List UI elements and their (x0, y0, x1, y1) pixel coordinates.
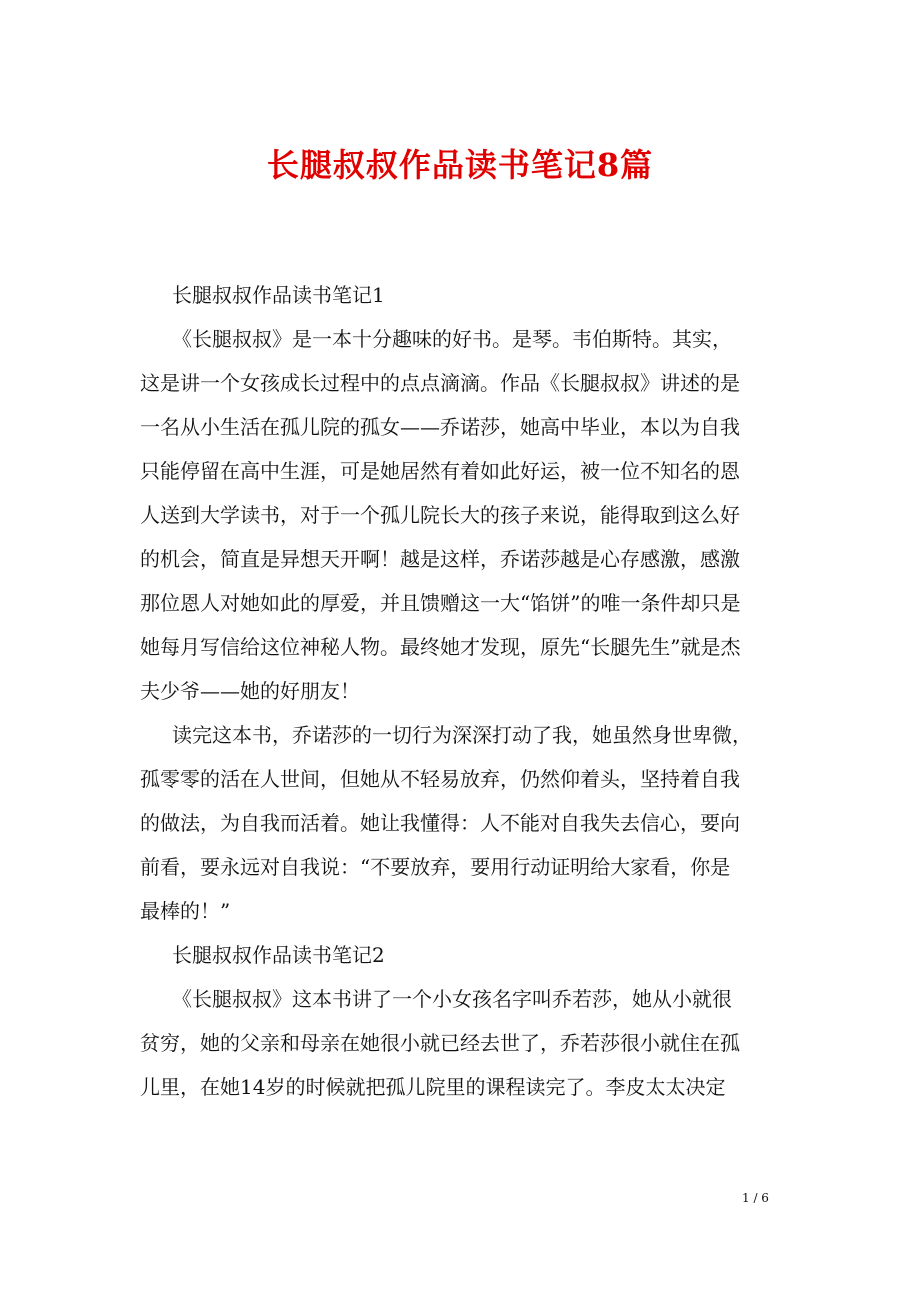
section-heading: 长腿叔叔作品读书笔记2 (172, 943, 385, 967)
document-title: 长腿叔叔作品读书笔记8篇 (266, 146, 654, 184)
paragraph-line: 那位恩人对她如此的厚爱，并且馈赠这一大“馅饼”的唯一条件却只是 (140, 591, 741, 615)
paragraph-line: 这是讲一个女孩成长过程中的点点滴滴。作品《长腿叔叔》讲述的是 (140, 371, 740, 395)
paragraph-line: 的做法，为自我而活着。她让我懂得：人不能对自我失去信心，要向 (140, 811, 740, 835)
paragraph (140, 317, 785, 713)
page-number: 1 / 6 (742, 1191, 769, 1205)
paragraph (140, 977, 785, 1109)
paragraph-line: 她每月写信给这位神秘人物。最终她才发现，原先“长腿先生”就是杰 (140, 635, 741, 659)
paragraph-line: 贫穷，她的父亲和母亲在她很小就已经去世了，乔若莎很小就住在孤 (140, 1031, 740, 1055)
paragraph-line: 的机会，简直是异想天开啊！越是这样，乔诺莎越是心存感激，感激 (140, 547, 740, 571)
paragraph-line: 孤零零的活在人世间，但她从不轻易放弃，仍然仰着头，坚持着自我 (140, 767, 740, 791)
paragraph-line: 只能停留在高中生涯，可是她居然有着如此好运，被一位不知名的恩 (140, 459, 740, 483)
paragraph-line: 前看，要永远对自我说：“不要放弃，要用行动证明给大家看，你是 (140, 855, 731, 879)
paragraph-line: 读完这本书，乔诺莎的一切行为深深打动了我，她虽然身世卑微， (172, 723, 752, 747)
document-body (140, 273, 785, 1109)
paragraph-line: 儿里，在她14岁的时候就把孤儿院里的课程读完了。李皮太太决定 (140, 1075, 726, 1099)
paragraph-line: 人送到大学读书，对于一个孤儿院长大的孩子来说，能得取到这么好 (140, 503, 740, 527)
paragraph-line: 夫少爷——她的好朋友！ (140, 679, 360, 703)
paragraph-line: 一名从小生活在孤儿院的孤女——乔诺莎，她高中毕业，本以为自我 (140, 415, 740, 439)
paragraph-line: 最棒的！” (140, 899, 231, 923)
paragraph-line: 《长腿叔叔》这本书讲了一个小女孩名字叫乔若莎，她从小就很 (172, 987, 732, 1011)
paragraph (140, 713, 785, 933)
section-heading: 长腿叔叔作品读书笔记1 (172, 283, 385, 307)
paragraph-line: 《长腿叔叔》是一本十分趣味的好书。是琴。韦伯斯特。其实， (172, 327, 732, 351)
